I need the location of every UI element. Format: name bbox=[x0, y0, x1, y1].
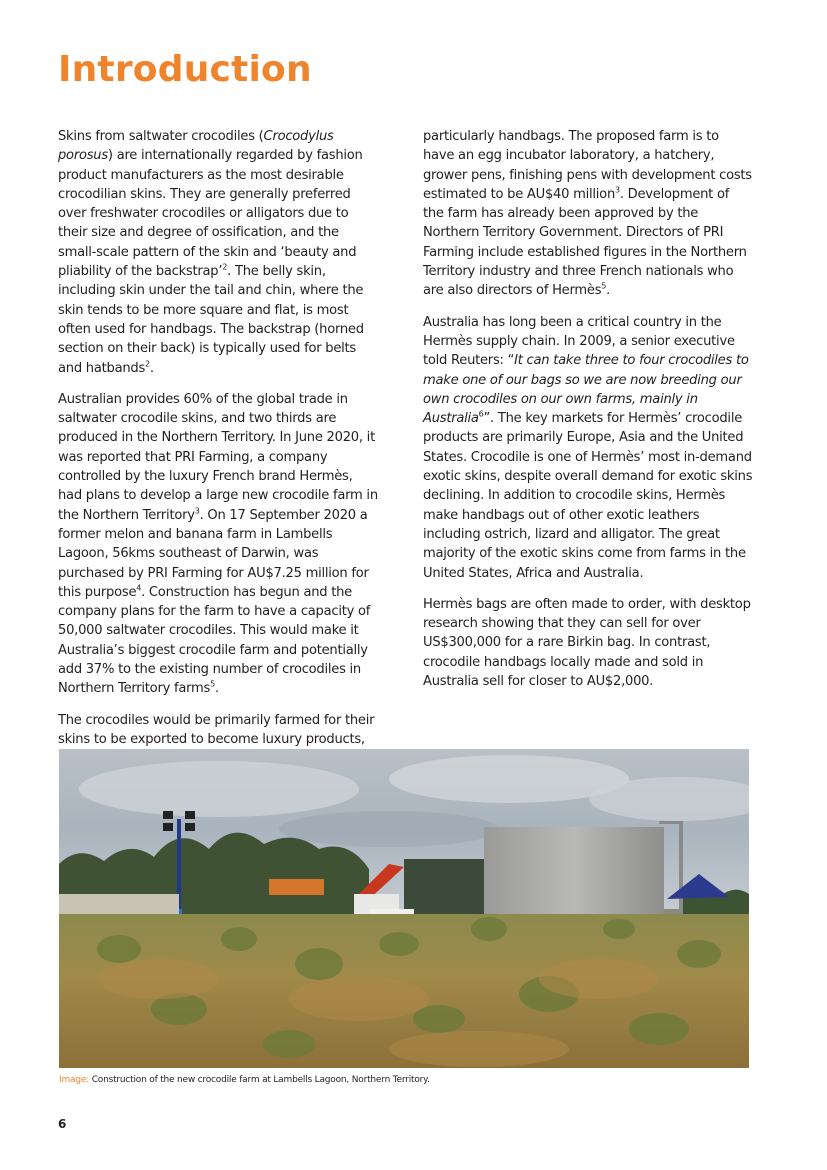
footnote-ref: 5 bbox=[601, 282, 607, 292]
shed bbox=[404, 859, 484, 914]
light-tower-lamp bbox=[163, 823, 173, 831]
footnote-ref: 3 bbox=[615, 185, 620, 195]
photo-caption bbox=[59, 1075, 430, 1085]
cloud bbox=[279, 811, 499, 847]
right-column bbox=[423, 127, 753, 703]
page-number: 6 bbox=[58, 1117, 67, 1131]
page-title: Introduction bbox=[58, 49, 312, 90]
footnote-ref: 4 bbox=[136, 583, 142, 593]
caption-label: Image: bbox=[59, 1075, 90, 1085]
paragraph-farmed-for-skins: The crocodiles would be primarily farmed for their skins to be exported to become luxury products, bbox=[58, 712, 375, 747]
caption-text: Construction of the new crocodile farm at Lambells Lagoon, Northern Territory. bbox=[89, 1075, 430, 1085]
paragraph-skins: Skins from saltwater crocodiles (Crocodylus porosus) are internationally regarded by fashion product manufacturers as the most desirable crocodilian skins. They are generally preferred over freshwater crocodiles or alligators due to their size and degree of ossification, and the small-scale pattern of the skin and ‘beauty and pliability of the backstrap’$^2$. The belly skin, including skin under the tail and chin, where the skin tends to be more square and flat, is most often used for handbags. The backstrap (horned section on their back) is typically used for belts and hatbands$^2$. bbox=[58, 129, 364, 376]
footnote-ref: 2 bbox=[222, 262, 228, 272]
pipe bbox=[679, 821, 683, 921]
crocodile-farm-photo bbox=[59, 749, 749, 1068]
light-tower-lamp bbox=[163, 811, 173, 819]
footnote-ref: 5 bbox=[210, 679, 215, 689]
paragraph-birkin-prices: Hermès bags are often made to order, with desktop research showing that they can sell for over US$300,000 for a rare Birkin bag. In contrast, crocodile handbags locally made and sold in Australia sell for closer to AU$2,000. bbox=[423, 596, 751, 690]
light-tower-lamp bbox=[185, 823, 195, 831]
paragraph-supply-chain: Australia has long been a critical country in the Hermès supply chain. In 2009, a senior executive told Reuters: “It can take three to four crocodiles to make one of our bags so we are now breeding our own crocodiles on our own farms, mainly in Australia$^6$”. The key markets for Hermès’ crocodile products are primarily Europe, Asia and the United States. Crocodile is one of Hermès’ most in-demand exotic skins, despite overall demand for exotic skins declining. In addition to crocodile skins, Hermès make handbags out of other exotic leathers including ostrich, lizard and alligator. The great majority of the exotic skins come from farms in the United States, Africa and Australia. bbox=[423, 314, 753, 581]
footnote-ref: 6 bbox=[478, 409, 484, 419]
paragraph-australian-trade: Australian provides 60% of the global trade in saltwater crocodile skins, and two thirds are produced in the Northern Territory. In June 2020, it was reported that PRI Farming, a company controlled by the luxury French brand Hermès, had plans to develop a large new crocodile farm in the Northern Territory$^3$. On 17 September 2020 a former melon and banana farm in Lambells Lagoon, 56kms southeast of Darwin, was purchased by PRI Farming for AU$7.25 million for this purpose$^4$. Construction has begun and the company plans for the farm to have a capacity of 50,000 saltwater crocodiles. This would make it Australia’s biggest crocodile farm and potentially add 37% to the existing number of crocodiles in Northern Territory farms$^5$. bbox=[58, 391, 378, 697]
orange-tanker bbox=[269, 879, 324, 895]
photo-illustration bbox=[59, 749, 749, 1068]
cloud bbox=[79, 761, 359, 817]
water-tank bbox=[484, 827, 664, 919]
footnote-ref: 3 bbox=[194, 506, 200, 516]
light-tower-lamp bbox=[185, 811, 195, 819]
pipe bbox=[659, 821, 683, 824]
site-structures bbox=[59, 894, 179, 916]
paragraph-handbags-farm: particularly handbags. The proposed farm is to have an egg incubator laboratory, a hatchery, grower pens, finishing pens with development costs estimated to be AU$40 million$^3$. Development of the farm has already been approved by the Northern Territory Government. Directors of PRI Farming include established figures in the Northern Territory industry and three French nationals who are also directors of Hermès$^5$. bbox=[423, 129, 752, 299]
left-column bbox=[58, 127, 380, 761]
footnote-ref: 2 bbox=[145, 359, 150, 369]
